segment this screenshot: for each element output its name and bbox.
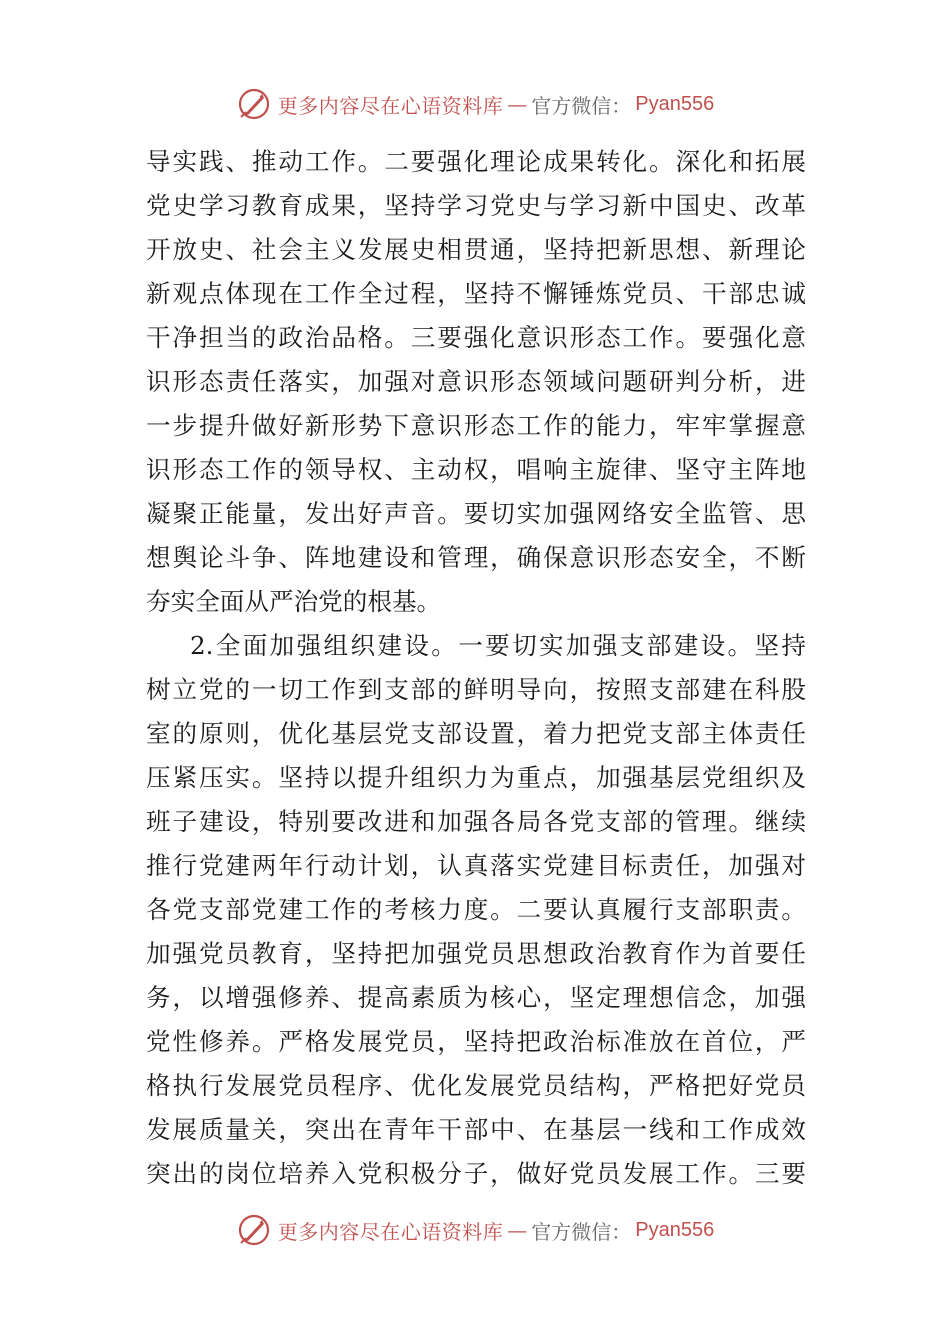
body-line-22: 格执行发展党员程序、优化发展党员结构，严格把好党员 (146, 1071, 806, 1100)
body-line-6: 识形态责任落实，加强对意识形态领域问题研判分析，进 (146, 367, 806, 396)
body-line-15: 压紧压实。坚持以提升组织力为重点，加强基层党组织及 (146, 763, 806, 792)
banner-wechat-label: 官方微信： (531, 93, 632, 118)
body-line-24: 突出的岗位培养入党积极分子，做好党员发展工作。三要 (146, 1159, 806, 1188)
body-line-23: 发展质量关，突出在青年干部中、在基层一线和工作成效 (146, 1115, 806, 1144)
quill-pen-logo-icon (236, 86, 272, 122)
quill-pen-logo-icon (236, 1212, 272, 1248)
banner-separator: — (507, 92, 528, 116)
body-line-4: 新观点体现在工作全过程，坚持不懈锤炼党员、干部忠诚 (146, 279, 806, 308)
body-line-17: 推行党建两年行动计划，认真落实党建目标责任，加强对 (146, 851, 806, 880)
body-line-19: 加强党员教育，坚持把加强党员思想政治教育作为首要任 (146, 939, 806, 968)
body-line-21: 党性修养。严格发展党员，坚持把政治标准放在首位，严 (146, 1027, 806, 1056)
body-line-8: 识形态工作的领导权、主动权，唱响主旋律、坚守主阵地 (146, 455, 806, 484)
banner-site-text: 更多内容尽在心语资料库 (277, 1219, 504, 1244)
banner-wechat-id: Pyan556 (635, 1218, 715, 1241)
body-line-16: 班子建设，特别要改进和加强各局各党支部的管理。继续 (146, 807, 806, 836)
body-line-9: 凝聚正能量，发出好声音。要切实加强网络安全监管、思 (146, 499, 806, 528)
body-line-20: 务，以增强修养、提高素质为核心，坚定理想信念，加强 (146, 983, 806, 1012)
body-line-5: 干净担当的政治品格。三要强化意识形态工作。要强化意 (146, 323, 806, 352)
body-line-7: 一步提升做好新形势下意识形态工作的能力，牢牢掌握意 (146, 411, 806, 440)
body-line-11: 夯实全面从严治党的根基。 (146, 587, 442, 616)
body-line-10: 想舆论斗争、阵地建设和管理，确保意识形态安全，不断 (146, 543, 806, 572)
banner-separator: — (507, 1218, 528, 1242)
body-line-3: 开放史、社会主义发展史相贯通，坚持把新思想、新理论 (146, 235, 806, 264)
body-line-2: 党史学习教育成果，坚持学习党史与学习新中国史、改革 (146, 191, 806, 220)
body-line-13: 树立党的一切工作到支部的鲜明导向，按照支部建在科股 (146, 675, 806, 704)
body-line-14: 室的原则，优化基层党支部设置，着力把党支部主体责任 (146, 719, 806, 748)
banner-site-text: 更多内容尽在心语资料库 (277, 93, 504, 118)
banner-wechat-id: Pyan556 (635, 92, 715, 115)
body-line-18: 各党支部党建工作的考核力度。二要认真履行支部职责。 (146, 895, 806, 924)
banner-wechat-label: 官方微信： (531, 1219, 632, 1244)
document-body (146, 140, 806, 1196)
header-banner (0, 84, 950, 124)
body-line-12: 2.全面加强组织建设。一要切实加强支部建设。坚持 (190, 631, 806, 660)
body-line-1: 导实践、推动工作。二要强化理论成果转化。深化和拓展 (146, 147, 806, 176)
footer-banner (0, 1210, 950, 1250)
